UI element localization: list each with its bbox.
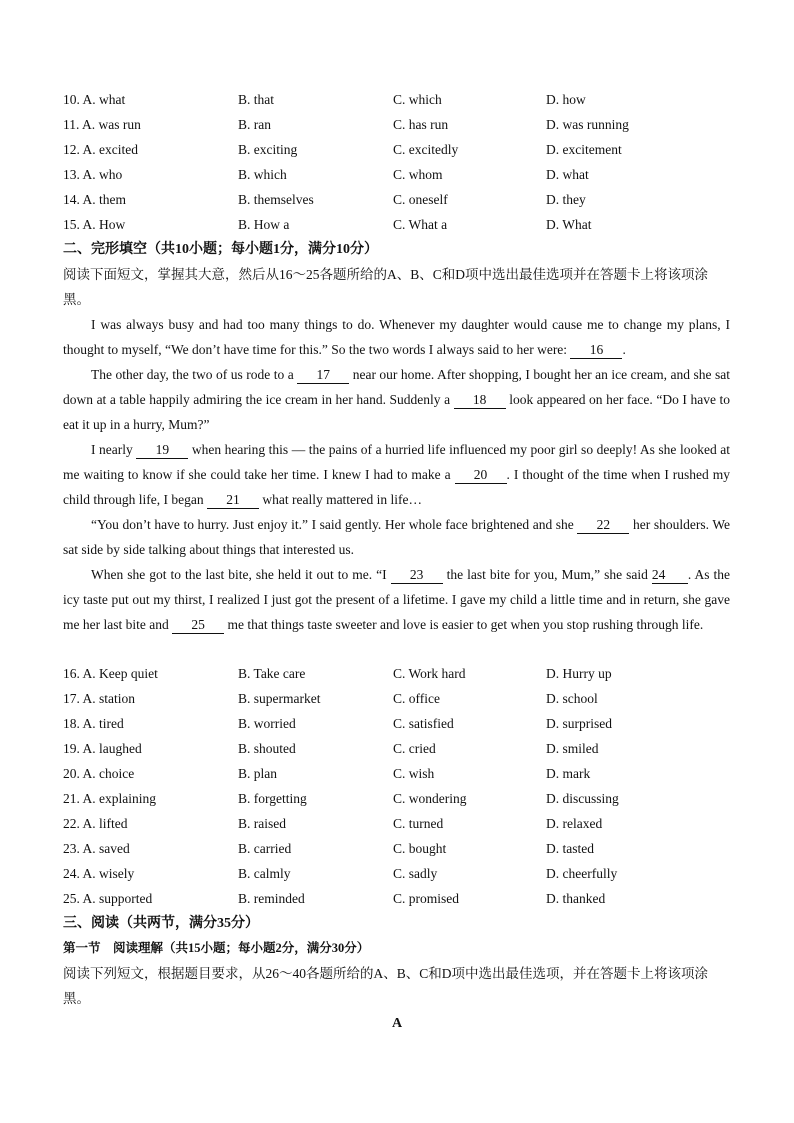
section2-heading: 二、完形填空（共10小题；每小题1分，满分10分） [63, 242, 378, 257]
option-b: B. plan [238, 766, 277, 781]
option-c: C. which [393, 92, 442, 107]
option-b: B. themselves [238, 192, 314, 207]
paragraph-text: . I thought of the time when I rushed my child through life, I began [63, 467, 730, 507]
option-d: D. smiled [546, 741, 599, 756]
option-b: B. calmly [238, 866, 291, 881]
option-d: D. surprised [546, 716, 612, 731]
paragraph-text: near our home. After shopping, I bought her an ice cream, and she sat down at a table happily admiring the ice cream in her hand. Suddenly a [63, 367, 730, 407]
option-c: C. Work hard [393, 666, 466, 681]
section2-instruction: 阅读下面短文，掌握其大意，然后从16～25各题所给的A、B、C和D项中选出最佳选项并在答题卡上将该项涂黑。 [63, 267, 709, 307]
option-b: B. How a [238, 217, 290, 232]
option-row-17 [63, 686, 743, 711]
option-row-20 [63, 761, 743, 786]
option-a: 23. A. saved [63, 841, 130, 856]
section3-instruction: 阅读下列短文，根据题目要求，从26～40各题所给的A、B、C和D项中选出最佳选项，并在答题卡上将该项涂黑。 [63, 966, 709, 1006]
option-row-16 [63, 661, 743, 686]
option-b: B. ran [238, 117, 271, 132]
option-a: 15. A. How [63, 217, 126, 232]
option-a: 13. A. who [63, 167, 123, 182]
paragraph-text: her shoulders. We sat side by side talking about things that interested us. [63, 517, 730, 557]
option-d: D. mark [546, 766, 591, 781]
paragraph-text: The other day, the two of us rode to a [91, 367, 298, 382]
passage-label: A [391, 1016, 403, 1031]
option-b: B. which [238, 167, 287, 182]
option-c: C. sadly [393, 866, 438, 881]
option-c: C. office [393, 691, 440, 706]
passage-paragraph-3 [63, 437, 730, 512]
option-a: 16. A. Keep quiet [63, 666, 158, 681]
passage-paragraph-1 [63, 312, 730, 362]
option-d: D. excitement [546, 142, 622, 157]
option-row-15 [63, 212, 743, 237]
blank-25: 25 [172, 616, 224, 634]
option-row-18 [63, 711, 743, 736]
blank-22: 22 [577, 516, 629, 534]
option-c: C. satisfied [393, 716, 454, 731]
option-a: 24. A. wisely [63, 866, 135, 881]
section3-subheading: 第一节 阅读理解（共15小题；每小题2分，满分30分） [63, 941, 370, 955]
option-row-21 [63, 786, 743, 811]
option-row-10 [63, 87, 743, 112]
blank-19: 19 [136, 441, 188, 459]
option-d: D. was running [546, 117, 629, 132]
paragraph-text: when hearing this — the pains of a hurried life influenced my poor girl so deeply! As she looked at me waiting to know if she could take her time. I knew I had to make a [63, 442, 730, 482]
option-row-23 [63, 836, 743, 861]
option-a: 18. A. tired [63, 716, 124, 731]
option-b: B. reminded [238, 891, 305, 906]
blank-16: 16 [570, 341, 622, 359]
option-c: C. oneself [393, 192, 448, 207]
option-b: B. worried [238, 716, 296, 731]
option-b: B. supermarket [238, 691, 321, 706]
paragraph-text: the last bite for you, Mum,” she said [442, 567, 652, 582]
option-d: D. Hurry up [546, 666, 612, 681]
option-a: 12. A. excited [63, 142, 138, 157]
option-c: C. wondering [393, 791, 467, 806]
option-c: C. whom [393, 167, 443, 182]
blank-17: 17 [297, 366, 349, 384]
option-row-14 [63, 187, 743, 212]
paragraph-text: When she got to the last bite, she held it out to me. “I [91, 567, 391, 582]
option-c: C. turned [393, 816, 444, 831]
option-d: D. how [546, 92, 586, 107]
option-a: 25. A. supported [63, 891, 153, 906]
blank-24: 24 [652, 566, 688, 584]
option-d: D. discussing [546, 791, 619, 806]
option-row-22 [63, 811, 743, 836]
blank-21: 21 [207, 491, 259, 509]
option-a: 19. A. laughed [63, 741, 142, 756]
paragraph-text: . As the icy taste put out my thirst, I realized I just got the present of a lifetime. I gave my child a little time and in return, she gave me her last bite and [63, 567, 730, 632]
option-d: D. they [546, 192, 586, 207]
option-b: B. raised [238, 816, 286, 831]
option-d: D. tasted [546, 841, 594, 856]
option-c: C. bought [393, 841, 447, 856]
blank-20: 20 [455, 466, 507, 484]
option-d: D. cheerfully [546, 866, 618, 881]
passage-paragraph-4 [63, 512, 730, 562]
option-row-19 [63, 736, 743, 761]
option-row-24 [63, 861, 743, 886]
option-d: D. relaxed [546, 816, 603, 831]
option-a: 14. A. them [63, 192, 126, 207]
option-d: D. What [546, 217, 592, 232]
section3-heading: 三、阅读（共两节，满分35分） [63, 916, 259, 931]
paragraph-text: I nearly [91, 442, 137, 457]
option-b: B. exciting [238, 142, 298, 157]
option-c: C. cried [393, 741, 436, 756]
option-d: D. what [546, 167, 589, 182]
paragraph-text: look appeared on her face. “Do I have to eat it up in a hurry, Mum?” [63, 392, 731, 432]
option-a: 11. A. was run [63, 117, 141, 132]
paragraph-text: “You don’t have to hurry. Just enjoy it.” I said gently. Her whole face brightened and she [91, 517, 578, 532]
option-d: D. thanked [546, 891, 606, 906]
option-c: C. What a [393, 217, 448, 232]
option-b: B. forgetting [238, 791, 307, 806]
option-c: C. has run [393, 117, 449, 132]
blank-23: 23 [391, 566, 443, 584]
option-a: 21. A. explaining [63, 791, 156, 806]
option-b: B. carried [238, 841, 292, 856]
option-c: C. promised [393, 891, 459, 906]
paragraph-text: I was always busy and had too many things to do. Whenever my daughter would cause me to change my plans, I thought to myself, “We don’t have time for this.” So the two words I always said to her were: [63, 317, 730, 357]
option-row-25 [63, 886, 743, 911]
option-b: B. that [238, 92, 274, 107]
option-row-13 [63, 162, 743, 187]
option-a: 10. A. what [63, 92, 126, 107]
paragraph-text: what really mattered in life… [258, 492, 423, 507]
blank-18: 18 [454, 391, 506, 409]
option-a: 17. A. station [63, 691, 136, 706]
paragraph-text: me that things taste sweeter and love is easier to get when you stop rushing through life. [224, 617, 704, 632]
option-c: C. excitedly [393, 142, 459, 157]
option-row-11 [63, 112, 743, 137]
passage-paragraph-2 [63, 362, 730, 437]
option-a: 20. A. choice [63, 766, 135, 781]
passage-paragraph-5 [63, 562, 730, 637]
option-b: B. shouted [238, 741, 296, 756]
option-d: D. school [546, 691, 598, 706]
option-c: C. wish [393, 766, 435, 781]
option-b: B. Take care [238, 666, 306, 681]
option-row-12 [63, 137, 743, 162]
option-a: 22. A. lifted [63, 816, 128, 831]
paragraph-text: . [622, 342, 626, 357]
